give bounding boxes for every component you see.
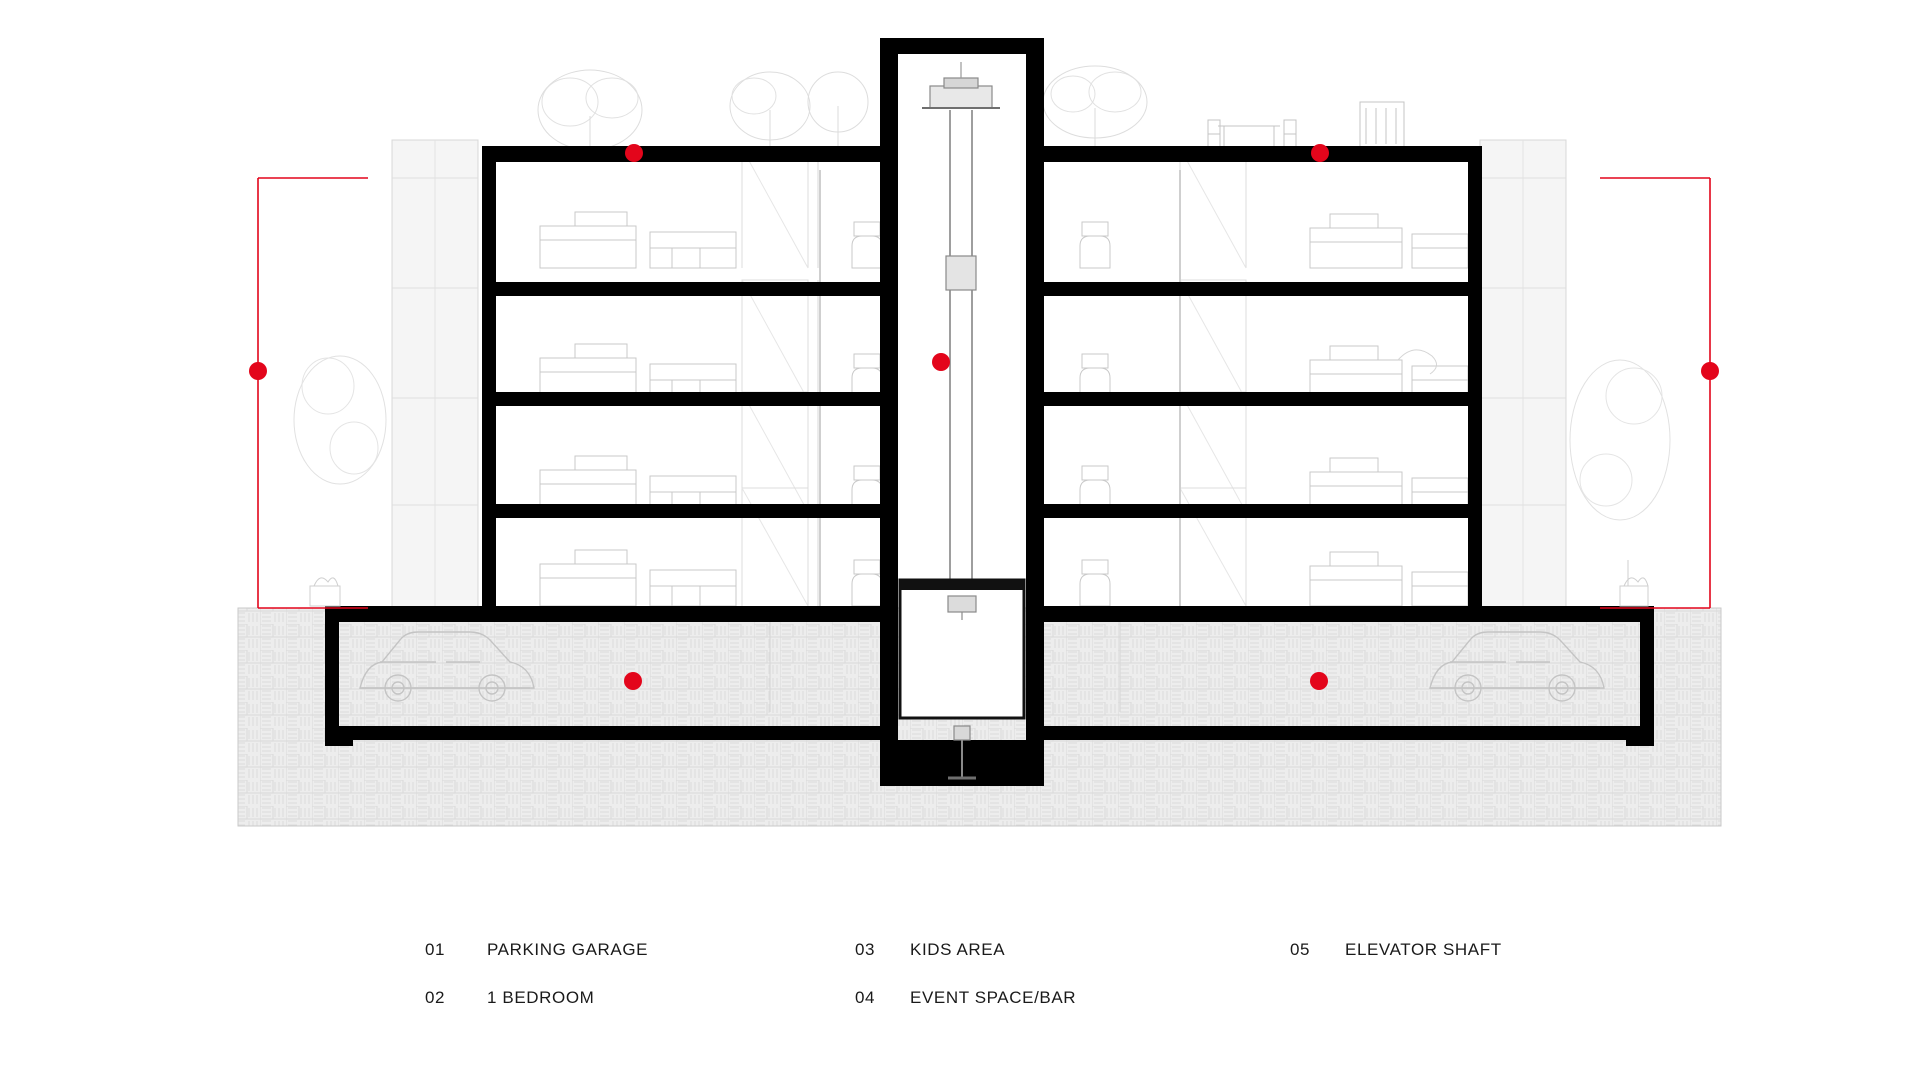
legend-label: KIDS AREA <box>910 940 1006 959</box>
legend-number: 02 <box>425 988 446 1007</box>
marker-04[interactable] <box>1311 144 1329 162</box>
legend-item <box>425 988 648 1036</box>
legend-number: 04 <box>855 988 876 1007</box>
marker-01-right[interactable] <box>1310 672 1328 690</box>
roof-furniture <box>1208 102 1404 148</box>
legend-item <box>425 940 648 988</box>
marker-02-right[interactable] <box>1701 362 1719 380</box>
legend-item <box>855 940 1076 988</box>
legend-number: 05 <box>1290 940 1311 959</box>
legend <box>0 940 1920 1070</box>
elevator-equipment <box>900 62 1024 778</box>
legend-column-2 <box>855 940 1076 1036</box>
facade-glass-left <box>392 140 478 610</box>
legend-label: ELEVATOR SHAFT <box>1345 940 1502 959</box>
legend-number: 03 <box>855 940 876 959</box>
marker-02-left[interactable] <box>249 362 267 380</box>
marker-03[interactable] <box>625 144 643 162</box>
legend-label: EVENT SPACE/BAR <box>910 988 1077 1007</box>
legend-column-3 <box>1290 940 1502 988</box>
legend-column-1 <box>425 940 648 1036</box>
legend-item <box>855 988 1076 1036</box>
marker-01-left[interactable] <box>624 672 642 690</box>
facade-glass-right <box>1480 140 1566 610</box>
legend-number: 01 <box>425 940 446 959</box>
legend-label: 1 BEDROOM <box>487 988 595 1007</box>
legend-label: PARKING GARAGE <box>487 940 649 959</box>
legend-item <box>1290 940 1502 988</box>
interior-furniture <box>540 148 1468 606</box>
marker-05[interactable] <box>932 353 950 371</box>
